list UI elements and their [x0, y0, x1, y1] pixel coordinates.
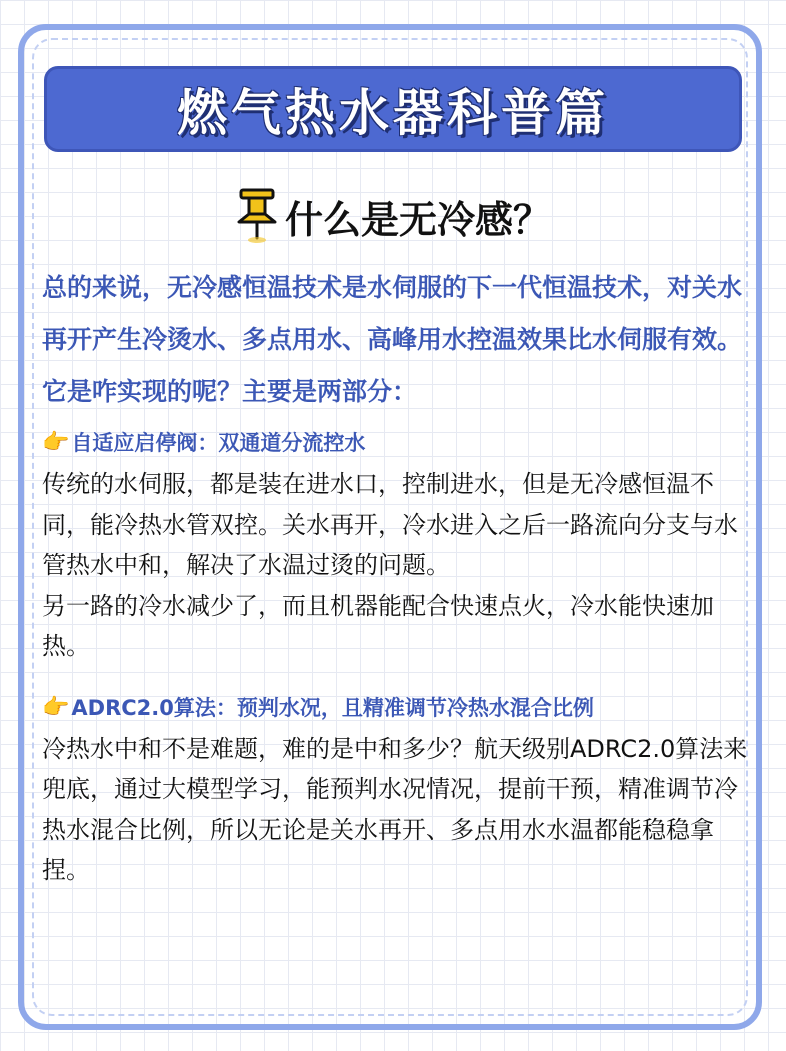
- page-title: 燃气热水器科普篇: [177, 84, 609, 142]
- article-body: [42, 262, 748, 891]
- section-1-paragraph-1: 传统的水伺服，都是装在进水口，控制进水，但是无冷感恒温不同，能冷热水管双控。关水再开，冷水进入之后一路流向分支与水管热水中和，解决了水温过烫的问题。: [42, 470, 738, 579]
- section-heading-2: [42, 687, 748, 729]
- pushpin-icon: [235, 188, 279, 244]
- title-banner: [44, 66, 742, 152]
- question-text: 什么是无冷感？: [284, 197, 551, 242]
- section-2-paragraph-1: 冷热水中和不是难题，难的是中和多少？航天级别ADRC2.0算法来兜底，通过大模型学习，能预判水况情况，提前干预，精准调节冷热水混合比例，所以无论是关水再开、多点用水水温都能稳稳拿捏。: [42, 734, 748, 884]
- pointing-hand-icon: 👉: [42, 694, 70, 720]
- section-heading-1: [42, 422, 748, 464]
- question-heading: [0, 184, 786, 248]
- pointing-hand-icon: 👉: [42, 430, 70, 455]
- section-1-paragraph-2: 另一路的冷水减少了，而且机器能配合快速点火，冷水能快速加热。: [42, 591, 714, 660]
- section-heading-text: ADRC2.0算法：预判水况，且精准调节冷热水混合比例: [71, 695, 594, 720]
- intro-paragraph: 总的来说，无冷感恒温技术是水伺服的下一代恒温技术，对关水再开产生冷烫水、多点用水、高峰用水控温效果比水伺服有效。它是咋实现的呢？主要是两部分：: [42, 273, 743, 406]
- section-heading-text: 自适应启停阀：双通道分流控水: [71, 431, 366, 455]
